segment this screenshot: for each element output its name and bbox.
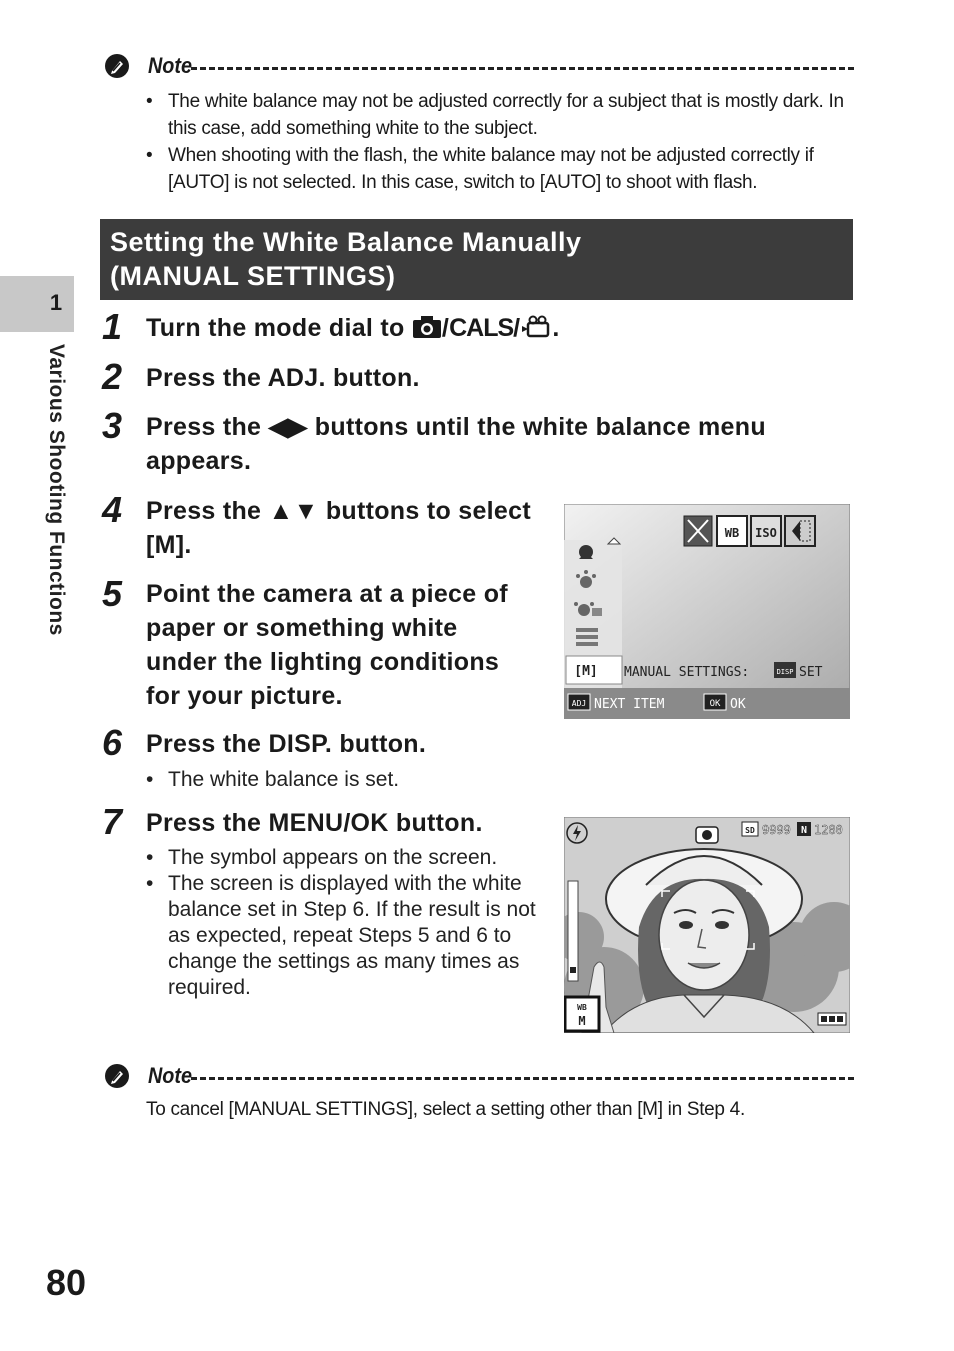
wb-indicator-label: WB bbox=[577, 1003, 587, 1012]
manual-settings-label: MANUAL SETTINGS: bbox=[624, 665, 750, 680]
step-number: 7 bbox=[102, 801, 123, 842]
note-item: • The white balance may not be adjusted correctly for a subject that is mostly dark. In this case, add something white to the subject. bbox=[146, 88, 854, 142]
zoom-bar bbox=[568, 881, 578, 981]
step-text: Press the DISP. button. bbox=[146, 730, 427, 758]
step-text: Press the ◀▶ buttons until the white balance menu appears. bbox=[146, 413, 766, 475]
step-bullet: • The white balance is set. bbox=[146, 767, 546, 793]
note-pencil-icon bbox=[104, 53, 130, 79]
ok-label: OK bbox=[730, 697, 746, 712]
step-number: 2 bbox=[102, 356, 123, 397]
manual-wb-selected: [M] bbox=[574, 664, 598, 679]
note-pencil-icon bbox=[104, 1063, 130, 1089]
step-text: Press the MENU/OK button. bbox=[146, 809, 483, 837]
page-number: 80 bbox=[46, 1262, 87, 1303]
note-text: To cancel [MANUAL SETTINGS], select a setting other than [M] in Step 4. bbox=[146, 1099, 745, 1120]
section-header bbox=[100, 219, 853, 300]
step-text: Point the camera at a piece of paper or something white under the lighting conditions for your picture. bbox=[146, 580, 508, 710]
camera-mode-icon bbox=[412, 315, 442, 339]
shots-remaining: 9999 bbox=[762, 823, 791, 837]
step-bullets bbox=[146, 845, 544, 1001]
step-number: 5 bbox=[102, 573, 123, 614]
step-text: Press the ADJ. button. bbox=[146, 364, 420, 392]
step-number: 1 bbox=[102, 306, 123, 347]
note-list bbox=[146, 88, 854, 196]
camera-screen-wb-menu bbox=[564, 504, 850, 719]
step-text: Press the ▲▼ buttons to select [M]. bbox=[146, 497, 531, 559]
ok-button-icon: OK bbox=[709, 699, 721, 709]
step-bullets bbox=[146, 767, 546, 793]
step-number: 3 bbox=[102, 405, 123, 446]
iso-tab-label: ISO bbox=[755, 526, 777, 540]
face bbox=[659, 880, 749, 990]
image-size: 1280 bbox=[814, 823, 843, 837]
section-title-line2: (MANUAL SETTINGS) bbox=[110, 261, 396, 291]
step-text: Turn the mode dial to /CALS/ . bbox=[146, 314, 560, 342]
chapter-title: Various Shooting Functions bbox=[45, 344, 68, 636]
note-block-top bbox=[104, 54, 854, 196]
wb-indicator-mode: M bbox=[578, 1014, 586, 1028]
next-item-label: NEXT ITEM bbox=[594, 697, 665, 712]
note-divider bbox=[191, 1077, 854, 1080]
note-title: Note bbox=[148, 1063, 193, 1088]
note-title: Note bbox=[148, 53, 193, 78]
camera-screen-shooting bbox=[564, 817, 850, 1033]
movie-mode-icon bbox=[520, 315, 552, 339]
step-number: 4 bbox=[102, 489, 123, 530]
chapter-number: 1 bbox=[49, 290, 63, 315]
note-divider bbox=[191, 67, 854, 70]
note-block-bottom bbox=[104, 1064, 854, 1123]
section-title-line1: Setting the White Balance Manually bbox=[110, 227, 582, 257]
set-label: SET bbox=[799, 665, 823, 680]
step-bullet: • The screen is displayed with the white balance set in Step 6. If the result is not as expected, repeat Steps 5 and 6 to change the settings as many times as required. bbox=[146, 871, 544, 1001]
disp-button-icon: DISP bbox=[776, 668, 794, 676]
scene-mode-label: CALS bbox=[449, 314, 514, 342]
note-item: • When shooting with the flash, the white balance may not be adjusted correctly if [AUTO] is not selected. In this case, switch to [AUTO] to shoot with flash. bbox=[146, 142, 854, 196]
sd-card-icon: SD bbox=[745, 826, 755, 835]
step-number: 6 bbox=[102, 722, 123, 763]
adj-button-icon: ADJ bbox=[571, 699, 587, 708]
fluorescent-wb-icon bbox=[576, 628, 598, 646]
quality-icon: N bbox=[800, 825, 808, 836]
wb-tab-label: WB bbox=[724, 526, 740, 540]
step-bullet: • The symbol appears on the screen. bbox=[146, 845, 544, 871]
